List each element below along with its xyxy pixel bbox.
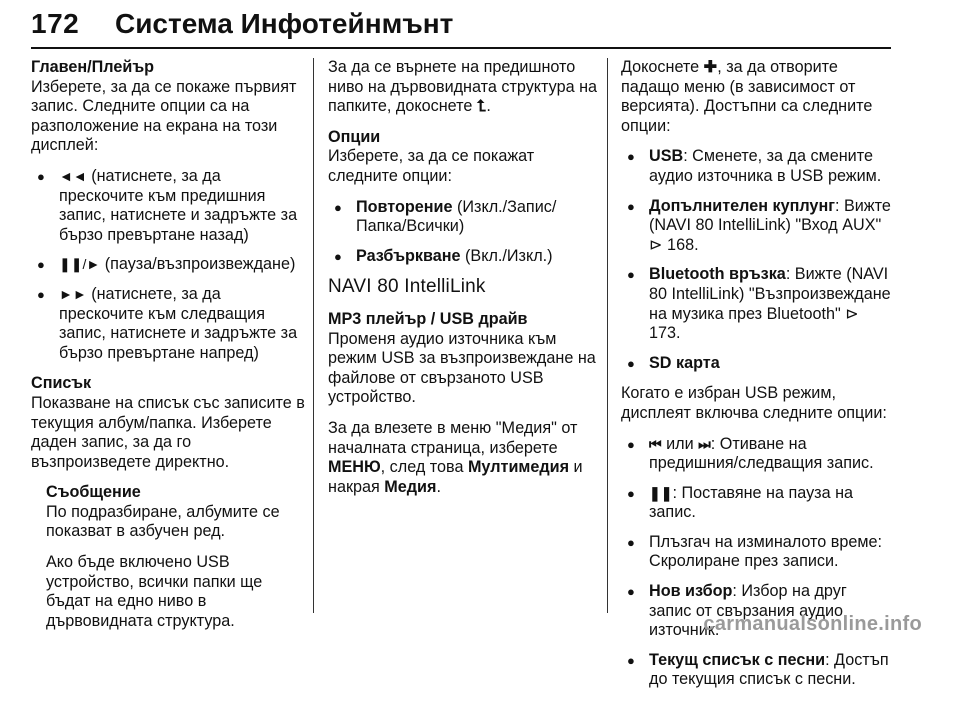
paragraph-text: . (486, 97, 491, 116)
paragraph-text: Ако бъде включено USB устройство, всички папки ще бъдат на едно ниво в дървовидната структура. (46, 553, 263, 630)
column-2 (328, 58, 598, 508)
item-text: : Поставяне на пауза на запис. (649, 483, 854, 522)
list-item (621, 265, 891, 343)
item-text: (Изкл./Запис/Папка/Всички) (356, 197, 557, 236)
item-text: (Вкл./Изкл.) (460, 246, 553, 265)
section-heading: Опции (328, 127, 381, 146)
back-arrow-icon: ⮤ (476, 97, 487, 116)
section-heading: Съобщение (46, 483, 141, 502)
next-track-icon: ⏭ (698, 435, 711, 452)
paragraph-text: Докоснете (621, 58, 704, 76)
list-item (328, 198, 598, 237)
mp3-paragraph (328, 310, 598, 408)
list-item (621, 197, 891, 256)
item-text: : Отиване на предишния/следващия запис. (649, 434, 874, 473)
options-paragraph (328, 128, 598, 187)
column-1 (31, 58, 306, 642)
item-label: Разбъркване (356, 246, 461, 265)
paragraph-text: По подразбиране, албумите се показват в азбучен ред. (46, 502, 280, 541)
list-item (621, 435, 891, 474)
list-item (31, 167, 306, 245)
paragraph-text: Когато е избран USB режим, дисплеят включва следните опции: (621, 384, 887, 422)
list-item (621, 147, 891, 186)
paragraph-text: Показване на списък със записите в текущия албум/папка. Изберете даден запис, за да го възпроизведете директно. (31, 393, 305, 471)
item-text: : Вижте (NAVI 80 IntelliLink) "Вход AUX" ⊳ 168. (649, 196, 891, 254)
paragraph-text: За да влезете в меню "Медия" от началната страница, изберете (328, 418, 578, 457)
popup-paragraph (621, 58, 891, 136)
item-label: Текущ списък с песни (649, 650, 826, 669)
column-3 (621, 58, 891, 701)
paragraph-text: Изберете, за да се покажат следните опции: (328, 147, 535, 185)
pause-icon: ❚❚ (649, 484, 673, 501)
message-block (31, 483, 306, 631)
message-paragraph (46, 483, 306, 542)
section-heading: Главен/Плейър (31, 58, 155, 76)
fast-forward-icon: ►► (59, 285, 87, 302)
list-item (31, 255, 306, 275)
item-label: Bluetooth връзка (649, 265, 786, 284)
item-text: : Сменете, за да смените аудио източника в USB режим. (649, 147, 882, 185)
item-text: или (661, 434, 699, 453)
player-controls-list (31, 167, 306, 363)
section-heading: MP3 плейър / USB драйв (328, 309, 528, 328)
chapter-title: Система Инфотейнмънт (115, 8, 454, 39)
plus-icon: ✚ (703, 58, 718, 76)
list-item (31, 285, 306, 363)
column-divider (313, 58, 314, 613)
list-item (621, 484, 891, 523)
section-heading: Списък (31, 374, 92, 393)
item-label: USB (649, 147, 684, 166)
item-label: Повторение (356, 197, 453, 216)
list-item (621, 533, 891, 572)
rewind-icon: ◄◄ (59, 167, 87, 184)
previous-track-icon: ⏮ (649, 435, 662, 452)
list-item (621, 354, 891, 374)
header-rule (31, 47, 891, 49)
page-header (31, 2, 891, 46)
item-text: (пауза/възпроизвеждане) (100, 255, 296, 274)
paragraph-text: Променя аудио източника към режим USB за възпроизвеждане на файлове от свързаното USB устройство. (328, 329, 596, 407)
menu-label: Медия (384, 477, 437, 496)
media-paragraph (328, 419, 598, 497)
menu-label: МЕНЮ (328, 458, 381, 477)
list-paragraph (31, 374, 306, 472)
pause-play-icon: ❚❚/► (59, 256, 101, 273)
list-item (328, 247, 598, 267)
paragraph-text: , след това (380, 458, 468, 477)
item-label: Допълнителен куплунг (649, 196, 835, 215)
item-text: (натиснете, за да прескочите към предишния запис, натиснете и задръжте за бързо превъртане назад) (59, 166, 298, 244)
paragraph-text: . (436, 477, 441, 496)
options-list (328, 198, 598, 267)
item-text: : Избор на друг запис от свързания аудио източник. (649, 582, 847, 640)
source-options-list (621, 147, 891, 373)
section-title: NAVI 80 IntelliLink (328, 276, 486, 298)
item-label: Нов избор (649, 582, 733, 601)
main-player-paragraph (31, 58, 306, 156)
item-text: (натиснете, за да прескочите към следващия запис, натиснете и задръжте за бързо превъртане напред) (59, 284, 298, 362)
paragraph-text: и накрая (328, 458, 583, 496)
paragraph-text: , за да отворите падащо меню (в зависимост от версията). Достъпни са следните опции: (621, 58, 873, 135)
menu-label: Мултимедия (467, 458, 570, 477)
paragraph-text: За да се върнете на предишното ниво на дървовидната структура на папките, докоснете (328, 58, 598, 116)
item-text: Плъзгач на изминалото време: Скролиране през записи. (649, 532, 883, 571)
usb-options-list (621, 435, 891, 691)
column-divider (607, 58, 608, 613)
paragraph-text: Изберете, за да се покаже първият запис. Следните опции са на разположение на екрана на този дисплей: (31, 77, 297, 155)
watermark: carmanualsonline.info (703, 613, 922, 635)
page-number: 172 (31, 8, 80, 39)
item-text: : Вижте (NAVI 80 IntelliLink) "Възпроизвеждане на музика през Bluetooth" ⊳ 173. (649, 265, 891, 343)
item-label: SD карта (649, 353, 720, 372)
back-paragraph (328, 58, 598, 117)
item-text: : Достъп до текущия списък с песни. (649, 650, 889, 689)
list-item (621, 651, 891, 690)
